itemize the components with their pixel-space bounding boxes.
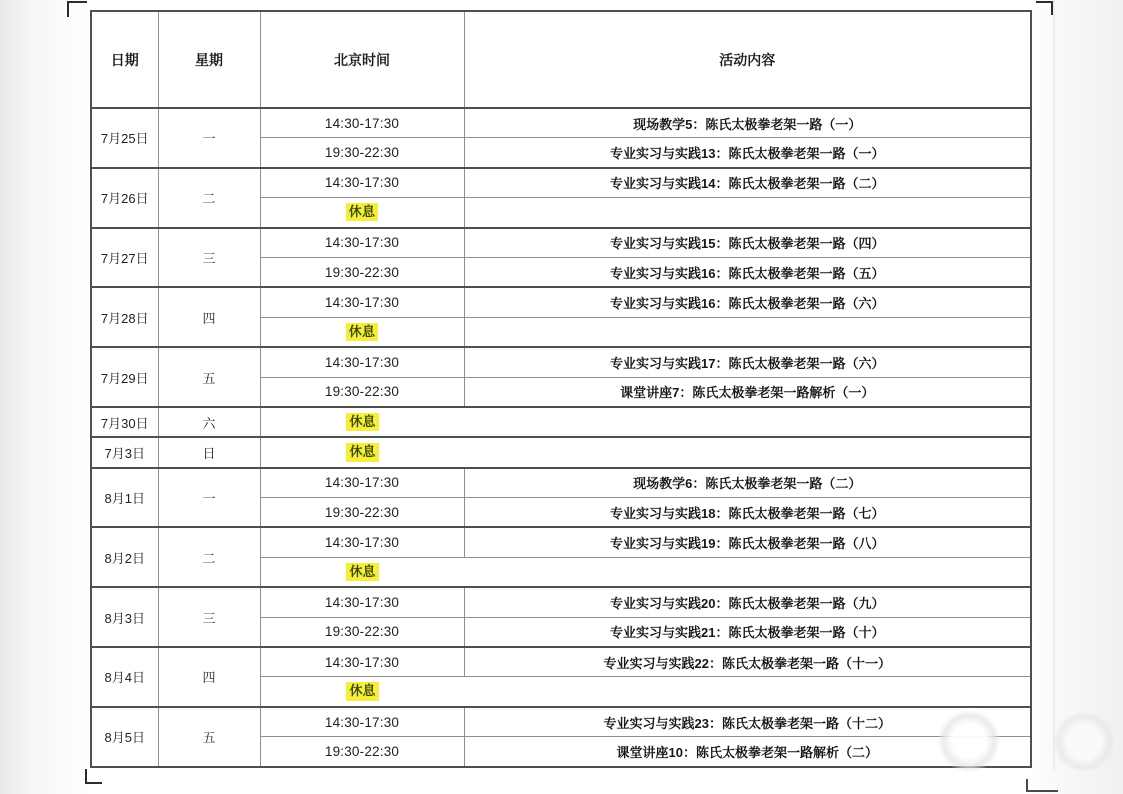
date-cell: 8月4日 [91,647,158,707]
time-cell: 14:30-17:30 [260,168,464,198]
date-cell: 8月1日 [91,468,158,528]
weekday-cell: 一 [158,468,260,528]
weekday-cell: 六 [158,407,260,437]
date-cell: 8月2日 [91,527,158,587]
col-header-weekday: 星期 [158,11,260,108]
activity-cell [464,198,1031,228]
page-corner-mark-top-left [67,1,87,17]
time-cell: 14:30-17:30 [260,647,464,677]
weekday-cell: 三 [158,228,260,288]
rest-position [261,682,465,700]
rest-label: 休息 [346,203,378,221]
schedule-row [91,168,1031,198]
activity-cell: 专业实习与实践20：陈氏太极拳老架一路（九） [464,587,1031,617]
time-cell: 14:30-17:30 [260,707,464,737]
weekday-cell: 日 [158,437,260,467]
time-cell: 14:30-17:30 [260,287,464,317]
activity-cell: 专业实习与实践17：陈氏太极拳老架一路（六） [464,347,1031,377]
time-cell: 19:30-22:30 [260,377,464,407]
time-cell: 19:30-22:30 [260,737,464,767]
page-corner-mark-top-right [1036,1,1053,15]
weekday-cell: 二 [158,527,260,587]
schedule-row [91,108,1031,138]
time-cell: 14:30-17:30 [260,468,464,498]
schedule-row [91,527,1031,557]
schedule-table-body [91,108,1031,767]
activity-cell: 专业实习与实践16：陈氏太极拳老架一路（六） [464,287,1031,317]
header-row [91,11,1031,108]
date-cell: 7月26日 [91,168,158,228]
time-cell: 19:30-22:30 [260,138,464,168]
col-header-activity: 活动内容 [464,11,1031,108]
schedule-table [90,10,1032,768]
activity-cell: 课堂讲座7：陈氏太极拳老架一路解析（一） [464,377,1031,407]
activity-cell: 专业实习与实践13：陈氏太极拳老架一路（一） [464,138,1031,168]
weekday-cell: 四 [158,287,260,347]
schedule-row [91,468,1031,498]
schedule-row [91,647,1031,677]
activity-cell: 专业实习与实践19：陈氏太极拳老架一路（八） [464,527,1031,557]
rest-position [261,443,465,461]
activity-cell: 专业实习与实践22：陈氏太极拳老架一路（十一） [464,647,1031,677]
rest-cell [260,437,1031,467]
date-cell: 7月28日 [91,287,158,347]
page-corner-mark-bottom-right [1026,779,1058,792]
watermark-circle-faint [1052,712,1116,772]
rest-label: 休息 [346,682,378,700]
rest-label: 休息 [346,443,378,461]
date-cell: 7月30日 [91,407,158,437]
weekday-cell: 一 [158,108,260,168]
schedule-row [91,707,1031,737]
time-cell: 14:30-17:30 [260,587,464,617]
schedule-row [91,228,1031,258]
rest-cell [260,677,1031,707]
weekday-cell: 二 [158,168,260,228]
weekday-cell: 三 [158,587,260,647]
activity-cell: 专业实习与实践18：陈氏太极拳老架一路（七） [464,498,1031,528]
weekday-cell: 五 [158,347,260,407]
date-cell: 8月5日 [91,707,158,767]
rest-cell [260,198,464,228]
weekday-cell: 四 [158,647,260,707]
activity-cell: 现场教学6：陈氏太极拳老架一路（二） [464,468,1031,498]
schedule-row [91,287,1031,317]
activity-cell: 专业实习与实践15：陈氏太极拳老架一路（四） [464,228,1031,258]
col-header-time: 北京时间 [260,11,464,108]
activity-cell [464,317,1031,347]
schedule-row [91,347,1031,377]
page-corner-mark-bottom-left [85,769,102,784]
activity-cell: 专业实习与实践14：陈氏太极拳老架一路（二） [464,168,1031,198]
weekday-cell: 五 [158,707,260,767]
rest-cell [260,557,1031,587]
page-edge-shadow [1053,0,1055,770]
time-cell: 14:30-17:30 [260,527,464,557]
rest-label: 休息 [346,323,378,341]
rest-label: 休息 [346,413,378,431]
schedule-row [91,437,1031,467]
activity-cell: 现场教学5：陈氏太极拳老架一路（一） [464,108,1031,138]
date-cell: 7月3日 [91,437,158,467]
activity-cell: 课堂讲座10：陈氏太极拳老架一路解析（二） [464,737,1031,767]
col-header-date: 日期 [91,11,158,108]
time-cell: 14:30-17:30 [260,347,464,377]
time-cell: 14:30-17:30 [260,108,464,138]
rest-position [261,413,465,431]
date-cell: 8月3日 [91,587,158,647]
schedule-row [91,587,1031,617]
time-cell: 14:30-17:30 [260,228,464,258]
rest-cell [260,407,1031,437]
rest-label: 休息 [346,563,378,581]
time-cell: 19:30-22:30 [260,617,464,647]
rest-cell [260,317,464,347]
date-cell: 7月29日 [91,347,158,407]
activity-cell: 专业实习与实践21：陈氏太极拳老架一路（十） [464,617,1031,647]
schedule-row [91,407,1031,437]
date-cell: 7月25日 [91,108,158,168]
time-cell: 19:30-22:30 [260,257,464,287]
activity-cell: 专业实习与实践23：陈氏太极拳老架一路（十二） [464,707,1031,737]
date-cell: 7月27日 [91,228,158,288]
time-cell: 19:30-22:30 [260,498,464,528]
activity-cell: 专业实习与实践16：陈氏太极拳老架一路（五） [464,257,1031,287]
rest-position [261,563,465,581]
